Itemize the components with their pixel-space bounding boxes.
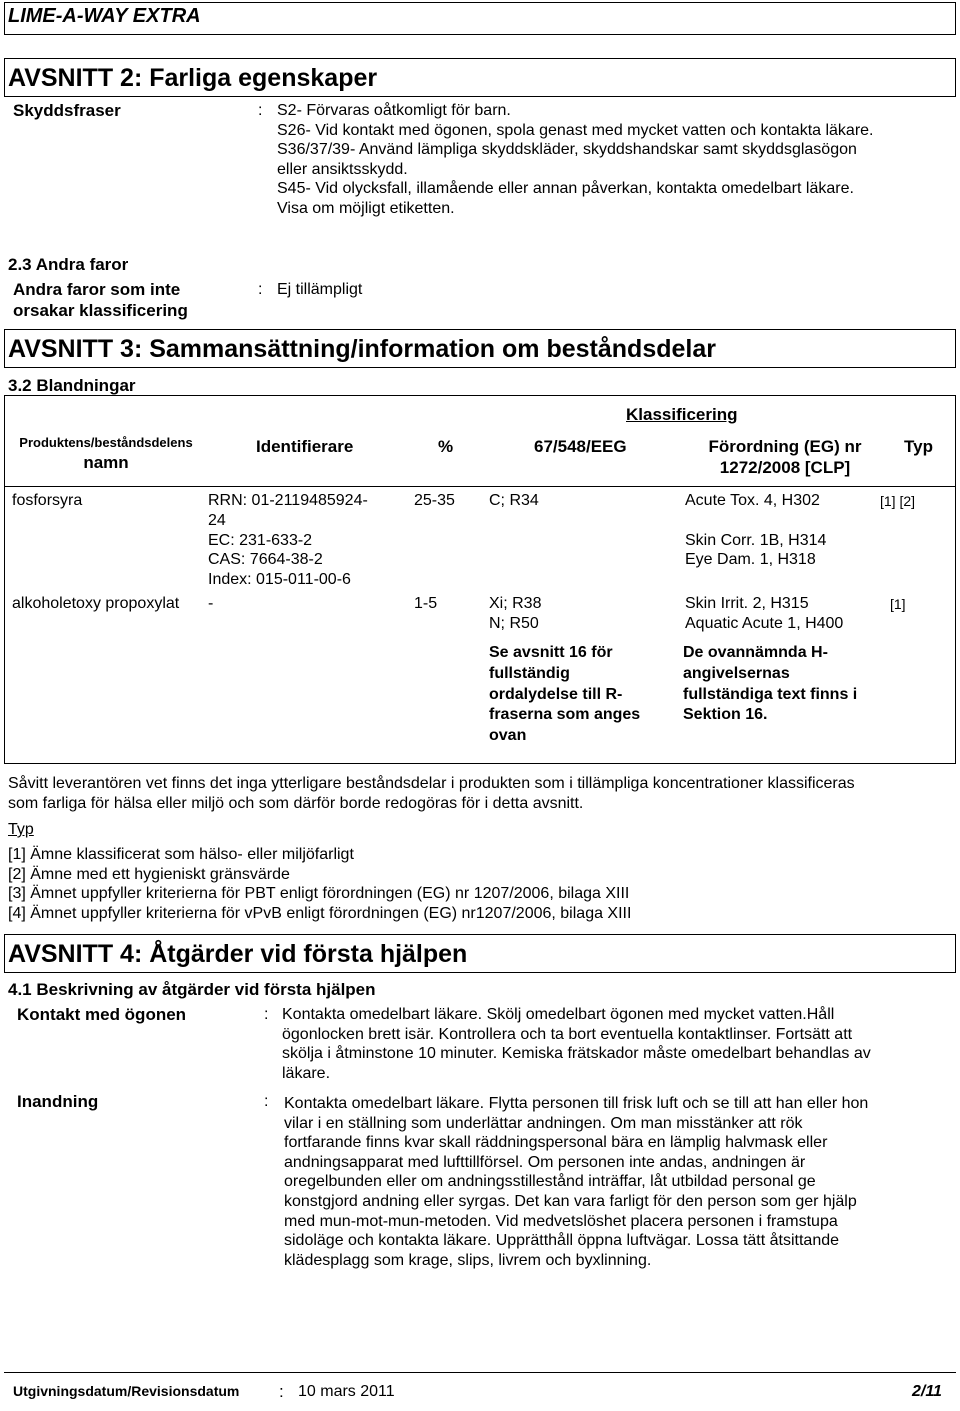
classification-header: Klassificering xyxy=(626,405,738,424)
legend-line: [3] Ämnet uppfyller kriterierna för PBT enligt förordningen (EG) nr 1207/2006, bilaga XIII xyxy=(8,885,630,903)
col-clp-header xyxy=(680,436,890,478)
col-typ-header: Typ xyxy=(904,437,933,456)
col-name-header xyxy=(12,434,200,473)
col-percent-header: % xyxy=(438,437,454,456)
table-cell-name: fosforsyra xyxy=(12,492,83,509)
table-cell-eeg xyxy=(489,594,541,634)
table-cell-eeg: C; R34 xyxy=(489,492,539,509)
cell-line: Index: 015-011-00-6 xyxy=(208,571,351,589)
table-cell-clp xyxy=(685,491,826,570)
text-line: läkare. xyxy=(282,1064,331,1082)
text-line: Kontakta omedelbart läkare. Skölj omedelbart ögonen med mycket vatten.Håll xyxy=(282,1006,835,1023)
andra-faror-label xyxy=(13,279,188,321)
label-line: orsakar klassificering xyxy=(13,301,188,320)
paragraph-line: som farliga för hälsa eller miljö och som därför borde redogöras för i detta avsnitt. xyxy=(8,794,584,812)
legend-line: [1] Ämne klassificerat som hälso- eller miljöfarligt xyxy=(8,846,354,863)
product-title: LIME-A-WAY EXTRA xyxy=(8,5,201,27)
colon: : xyxy=(264,1006,269,1023)
colon: : xyxy=(258,102,263,119)
text-line: andningsapparat med lufttillförsel. Om personen inte andas, andningen är xyxy=(284,1153,806,1171)
typ-legend xyxy=(8,845,631,923)
header-line: 1272/2008 [CLP] xyxy=(719,458,851,477)
additional-info-paragraph xyxy=(8,774,956,813)
phrase-line: Visa om möjligt etiketten. xyxy=(277,199,455,217)
section-3-2-title: 3.2 Blandningar xyxy=(8,376,136,395)
note-line: Se avsnitt 16 för xyxy=(489,644,613,661)
text-line: fortfarande finns kvar skall räddningspersonal bära en lämplig halvmask eller xyxy=(284,1134,828,1152)
col-eeg-header: 67/548/EEG xyxy=(534,437,627,456)
text-line: klädesplagg som krage, slips, livrem och byxlinning. xyxy=(284,1251,652,1269)
table-cell-percent: 1-5 xyxy=(414,595,438,612)
inhalation-text xyxy=(284,1094,954,1270)
colon: : xyxy=(258,281,263,298)
header-line: Förordning (EG) nr xyxy=(708,437,862,456)
colon: : xyxy=(264,1093,269,1110)
text-line: oregelbunden eller om andningsstillestånd inträffar, låt utbildad personal ge xyxy=(284,1173,816,1191)
text-line: med mun-mot-mun-metoden. Vid medvetslöshet placera personen i framstupa xyxy=(284,1212,838,1230)
page-number: 2/11 xyxy=(912,1383,942,1400)
skyddsfraser-text xyxy=(277,101,947,219)
cell-line xyxy=(685,511,826,531)
table-cell-percent: 25-35 xyxy=(414,492,455,509)
header-line: namn xyxy=(83,453,129,472)
eeg-note xyxy=(489,643,669,747)
section-4-title: AVSNITT 4: Åtgärder vid första hjälpen xyxy=(8,940,468,968)
cell-line: RRN: 01-2119485924- xyxy=(208,492,368,509)
note-line: ordalydelse till R- xyxy=(489,685,623,703)
note-line: Sektion 16. xyxy=(683,706,768,724)
phrase-line: eller ansiktsskydd. xyxy=(277,160,408,178)
table-cell-name: alkoholetoxy propoxylat xyxy=(12,595,180,612)
table-cell-identifier xyxy=(208,491,368,590)
cell-line: Xi; R38 xyxy=(489,595,542,612)
cell-line: Acute Tox. 4, H302 xyxy=(685,492,820,509)
note-line: fullständiga text finns i xyxy=(683,685,858,703)
footer-divider xyxy=(4,1372,956,1373)
eyes-text xyxy=(282,1005,952,1083)
typ-heading: Typ xyxy=(8,821,34,838)
table-cell-clp xyxy=(685,594,843,634)
section-2-title: AVSNITT 2: Farliga egenskaper xyxy=(8,64,378,92)
table-cell-identifier: - xyxy=(208,595,214,612)
text-line: skölja i åtminstone 10 minuter. Kemiska frätskador måste omedelbart behandlas av xyxy=(282,1045,871,1063)
skyddsfraser-label: Skyddsfraser xyxy=(13,101,121,120)
note-line: angivelsernas xyxy=(683,664,790,682)
section-3-title: AVSNITT 3: Sammansättning/information om beståndsdelar xyxy=(8,335,716,363)
cell-line: Aquatic Acute 1, H400 xyxy=(685,614,844,632)
phrase-line: S45- Vid olycksfall, illamående eller annan påverkan, kontakta omedelbart läkare. xyxy=(277,180,854,198)
cell-line: N; R50 xyxy=(489,614,539,632)
legend-line: [2] Ämne med ett hygieniskt gränsvärde xyxy=(8,865,290,883)
clp-note xyxy=(683,643,893,726)
cell-line: EC: 231-633-2 xyxy=(208,531,313,549)
text-line: ögonlocken brett isär. Kontrollera och ta bort eventuella kontaktlinser. Fortsätt att xyxy=(282,1025,853,1043)
table-header-divider xyxy=(4,486,956,487)
col-identifier-header: Identifierare xyxy=(256,437,354,456)
cell-line: Eye Dam. 1, H318 xyxy=(685,551,816,569)
note-line: fraserna som anges xyxy=(489,706,641,724)
note-line: ovan xyxy=(489,727,527,745)
text-line: sidoläge och kontakta läkare. Upprätthåll öppna luftvägar. Lossa tätt åtsittande xyxy=(284,1232,840,1250)
inhalation-label: Inandning xyxy=(17,1092,99,1111)
text-line: konstgjord andning eller syrgas. Det kan vara farligt för den person som ger hjälp xyxy=(284,1192,857,1210)
note-line: fullständig xyxy=(489,664,570,682)
legend-line: [4] Ämnet uppfyller kriterierna för vPvB enligt förordningen (EG) nr1207/2006, bilaga XIII xyxy=(8,904,632,922)
phrase-line: S2- Förvaras oåtkomligt för barn. xyxy=(277,102,511,119)
cell-line: Skin Corr. 1B, H314 xyxy=(685,531,827,549)
text-line: Kontakta omedelbart läkare. Flytta personen till frisk luft och se till att han eller hon xyxy=(284,1095,869,1112)
section-4-1-title: 4.1 Beskrivning av åtgärder vid första hjälpen xyxy=(8,980,376,999)
phrase-line: S26- Vid kontakt med ögonen, spola genast med mycket vatten och kontakta läkare. xyxy=(277,121,874,139)
table-cell-typ: [1] xyxy=(890,596,906,612)
paragraph-line: Såvitt leverantören vet finns det inga ytterligare beståndsdelar i produkten som i tillämpliga koncentrationer klassificeras xyxy=(8,775,855,792)
cell-line: 24 xyxy=(208,511,226,529)
label-line: Andra faror som inte xyxy=(13,280,181,299)
andra-faror-value: Ej tillämpligt xyxy=(277,281,363,298)
cell-line: CAS: 7664-38-2 xyxy=(208,551,323,569)
eyes-label: Kontakt med ögonen xyxy=(17,1005,187,1024)
footer-colon: : xyxy=(279,1382,284,1401)
phrase-line: S36/37/39- Använd lämpliga skyddskläder, skyddshandskar samt skyddsglasögon xyxy=(277,141,857,159)
cell-line: Skin Irrit. 2, H315 xyxy=(685,595,809,612)
header-line: Produktens/beståndsdelens xyxy=(19,435,193,450)
text-line: vilar i en ställning som underlättar andningen. Om man misstänker att rök xyxy=(284,1114,803,1132)
footer-date: 10 mars 2011 xyxy=(298,1383,395,1400)
section-2-3-title: 2.3 Andra faror xyxy=(8,255,129,274)
note-line: De ovannämnda H- xyxy=(683,644,828,661)
table-cell-typ: [1] [2] xyxy=(880,493,916,509)
footer-label: Utgivningsdatum/Revisionsdatum xyxy=(13,1383,240,1399)
